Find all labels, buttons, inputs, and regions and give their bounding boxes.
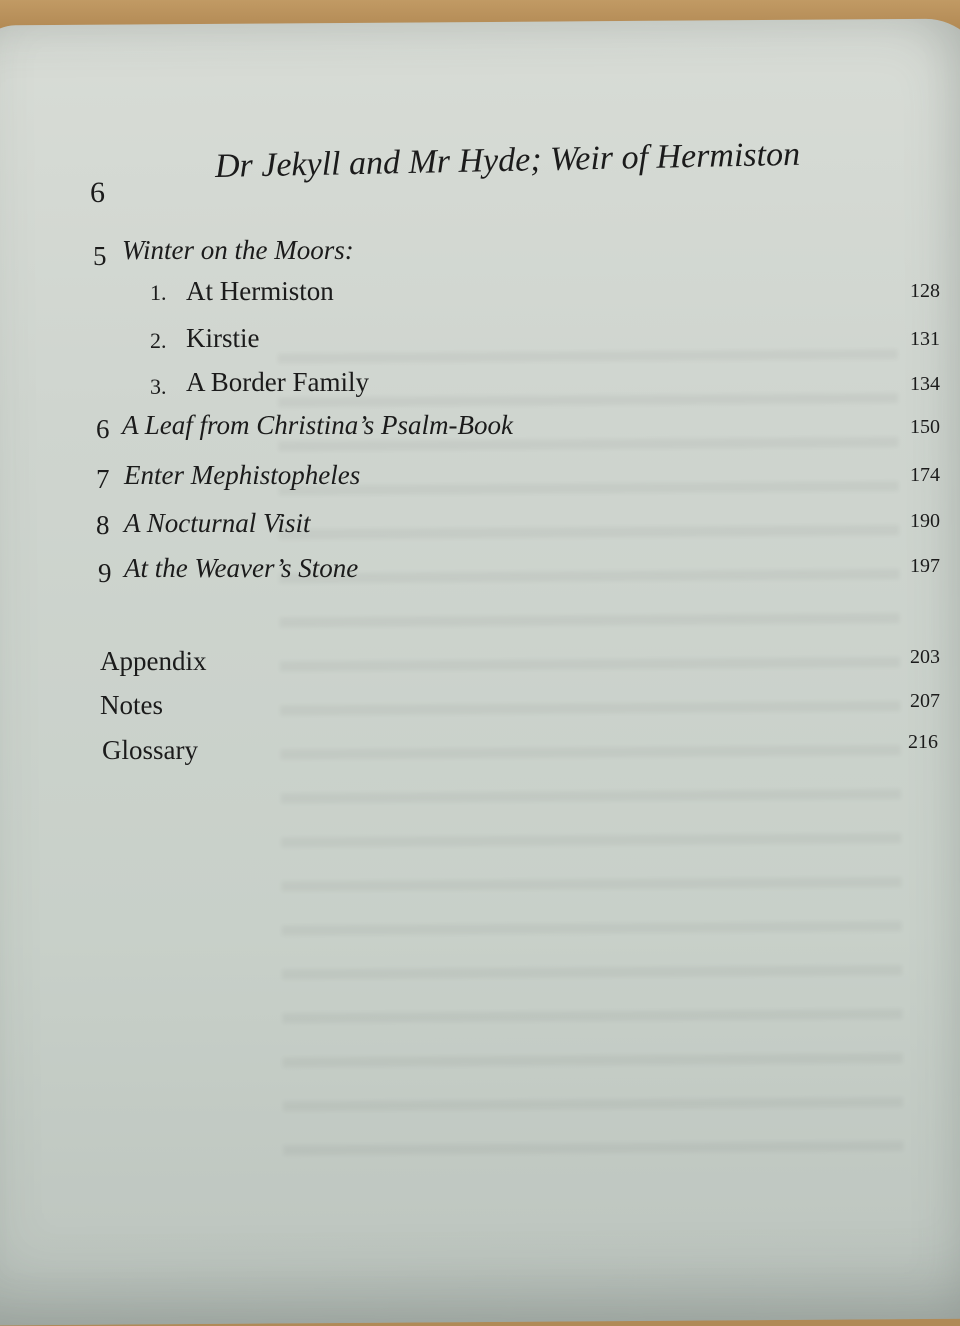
page-ref: 174 <box>910 464 940 486</box>
page-ref: 128 <box>910 280 940 302</box>
page-ref: 190 <box>910 510 940 532</box>
back-matter-title: Appendix <box>100 646 207 676</box>
chapter-title: Winter on the Moors: <box>122 235 354 265</box>
chapter-number: 8 <box>96 510 110 540</box>
section-title: A Border Family <box>186 367 369 397</box>
back-matter-title: Notes <box>100 690 163 720</box>
chapter-title: At the Weaver’s Stone <box>124 553 359 583</box>
section-number: 1. <box>150 280 167 305</box>
chapter-number: 6 <box>96 414 110 444</box>
section-title: At Hermiston <box>186 276 334 306</box>
running-head-title: Dr Jekyll and Mr Hyde; Weir of Hermiston <box>214 135 801 185</box>
back-matter-title: Glossary <box>102 735 198 765</box>
section-number: 2. <box>150 328 167 353</box>
page-ref: 207 <box>910 690 940 712</box>
chapter-title: A Nocturnal Visit <box>124 508 311 538</box>
page-ref: 197 <box>910 555 940 577</box>
chapter-title: Enter Mephistopheles <box>124 460 361 490</box>
chapter-number: 5 <box>93 241 107 271</box>
chapter-number: 9 <box>98 558 112 588</box>
page-ref: 150 <box>910 416 940 438</box>
chapter-number: 7 <box>96 464 110 494</box>
page-ref: 134 <box>910 373 940 395</box>
section-number: 3. <box>150 374 167 399</box>
page-number: 6 <box>90 176 105 209</box>
chapter-title: A Leaf from Christina’s Psalm-Book <box>122 410 514 440</box>
page-ref: 203 <box>910 646 940 668</box>
page-ref: 131 <box>910 328 940 350</box>
page-ref: 216 <box>908 731 938 753</box>
section-title: Kirstie <box>186 323 260 353</box>
